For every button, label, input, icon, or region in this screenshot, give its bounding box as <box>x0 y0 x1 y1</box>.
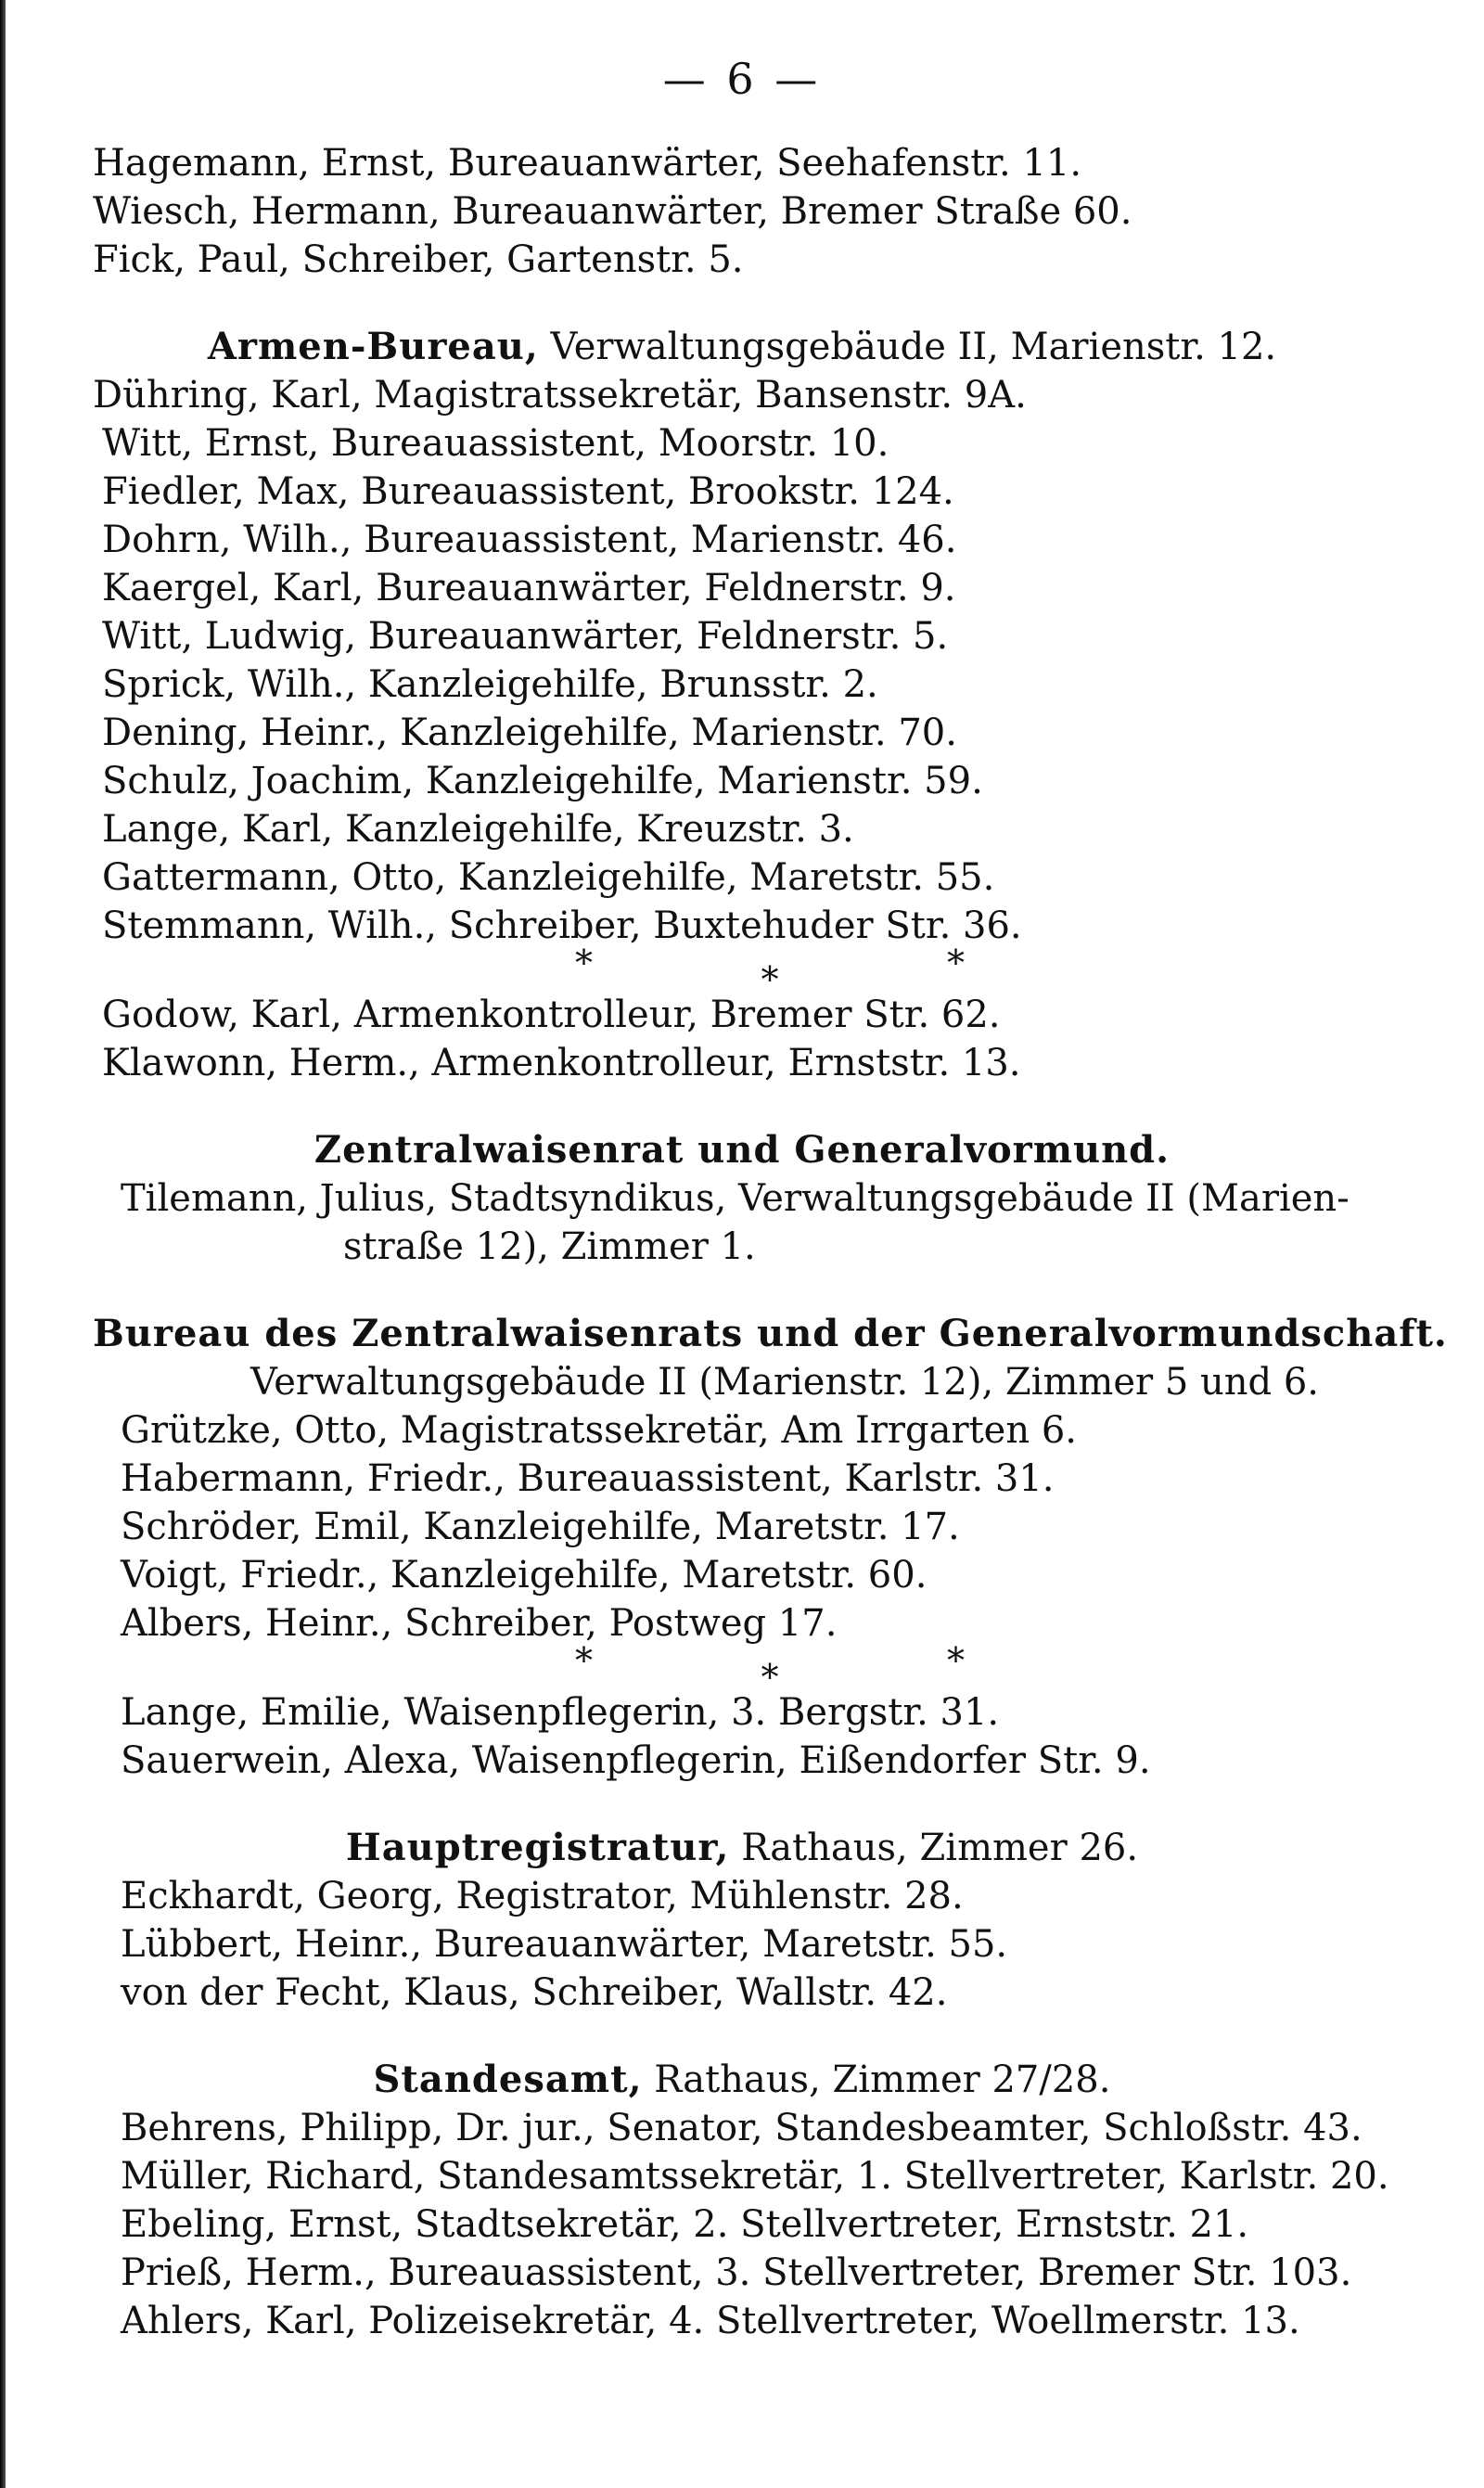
list-item: Lange, Karl, Kanzleigehilfe, Kreuzstr. 3. <box>102 808 854 851</box>
section-armen-bureau <box>93 323 1391 1087</box>
list-item: Sauerwein, Alexa, Waisenpflegerin, Eißendorfer Str. 9. <box>121 1739 1151 1782</box>
list-item: Prieß, Herm., Bureauassistent, 3. Stellvertreter, Bremer Str. 103. <box>121 2251 1352 2294</box>
list-item: Hagemann, Ernst, Bureauanwärter, Seehafenstr. 11. <box>93 142 1082 185</box>
list-item-continuation: straße 12), Zimmer 1. <box>343 1225 756 1268</box>
directory-content <box>93 139 1448 2345</box>
section-heading-bold: Standesamt, <box>373 2058 643 2101</box>
list-item: Gattermann, Otto, Kanzleigehilfe, Maretstr. 55. <box>102 856 995 899</box>
section-heading <box>93 2056 1391 2104</box>
separator-stars <box>575 943 965 1000</box>
list-item: Schröder, Emil, Kanzleigehilfe, Maretstr. 17. <box>121 1506 960 1548</box>
separator-stars <box>575 1640 965 1698</box>
list-item: Ebeling, Ernst, Stadtsekretär, 2. Stellvertreter, Ernststr. 21. <box>121 2203 1249 2246</box>
list-item: Witt, Ludwig, Bureauanwärter, Feldnerstr. 5. <box>102 615 949 658</box>
list-item: Fick, Paul, Schreiber, Gartenstr. 5. <box>93 238 744 281</box>
list-item: Lübbert, Heinr., Bureauanwärter, Maretstr. 55. <box>121 1923 1008 1966</box>
section-heading <box>93 1824 1391 1872</box>
list-item: Albers, Heinr., Schreiber, Postweg 17. <box>121 1602 838 1645</box>
list-item: Witt, Ernst, Bureauassistent, Moorstr. 10. <box>102 422 889 465</box>
star: * <box>575 1640 593 1681</box>
list-item: Schulz, Joachim, Kanzleigehilfe, Marienstr. 59. <box>102 760 983 802</box>
section-heading <box>93 323 1391 371</box>
star: * <box>947 943 965 983</box>
list-item: Kaergel, Karl, Bureauanwärter, Feldnerstr. 9. <box>102 567 956 609</box>
section-standesamt <box>93 2056 1391 2345</box>
list-item: Dening, Heinr., Kanzleigehilfe, Marienstr. 70. <box>102 712 957 754</box>
section-subheading: Verwaltungsgebäude II (Marienstr. 12), Zimmer 5 und 6. <box>250 1361 1319 1404</box>
list-item: Müller, Richard, Standesamtssekretär, 1. Stellvertreter, Karlstr. 20. <box>121 2155 1389 2198</box>
list-item: Klawonn, Herm., Armenkontrolleur, Ernststr. 13. <box>102 1042 1021 1084</box>
page-number: — 6 — <box>662 54 822 104</box>
section-heading-rest: Rathaus, Zimmer 26. <box>729 1827 1139 1869</box>
section-bureau-zentralwaisenrat <box>93 1310 1448 1785</box>
section-heading-rest: Verwaltungsgebäude II, Marienstr. 12. <box>538 326 1277 368</box>
list-item: Lange, Emilie, Waisenpflegerin, 3. Bergstr. 31. <box>121 1691 1000 1734</box>
section-zentralwaisenrat <box>93 1126 1391 1271</box>
section-heading-bold: Zentralwaisenrat und Generalvormund. <box>313 1128 1171 1172</box>
section-heading-bold: Armen-Bureau, <box>207 325 539 368</box>
list-item: Voigt, Friedr., Kanzleigehilfe, Maretstr. 60. <box>121 1554 928 1597</box>
section-heading-rest: Rathaus, Zimmer 27/28. <box>642 2058 1111 2101</box>
star: * <box>761 1657 779 1698</box>
list-item: Stemmann, Wilh., Schreiber, Buxtehuder Str. 36. <box>102 904 1022 947</box>
list-item: Wiesch, Hermann, Bureauanwärter, Bremer Straße 60. <box>93 190 1132 233</box>
list-item: Ahlers, Karl, Polizeisekretär, 4. Stellvertreter, Woellmerstr. 13. <box>121 2300 1300 2342</box>
section-heading-bold: Hauptregistratur, <box>345 1826 730 1869</box>
list-item: von der Fecht, Klaus, Schreiber, Wallstr. 42. <box>121 1971 948 2014</box>
section-heading <box>93 1126 1391 1174</box>
list-item: Tilemann, Julius, Stadtsyndikus, Verwaltungsgebäude II (Marien- <box>121 1177 1350 1220</box>
list-item: Behrens, Philipp, Dr. jur., Senator, Standesbeamter, Schloßstr. 43. <box>121 2107 1362 2149</box>
star: * <box>575 943 593 983</box>
list-item: Dühring, Karl, Magistratssekretär, Bansenstr. 9A. <box>93 374 1027 417</box>
section-heading <box>93 1310 1448 1358</box>
list-item: Godow, Karl, Armenkontrolleur, Bremer Str. 62. <box>102 994 1001 1036</box>
list-item: Grützke, Otto, Magistratssekretär, Am Irrgarten 6. <box>121 1409 1077 1452</box>
section-hauptregistratur <box>93 1824 1391 2017</box>
list-item: Dohrn, Wilh., Bureauassistent, Marienstr. 46. <box>102 519 957 561</box>
star: * <box>947 1640 965 1681</box>
section-heading-bold: Bureau des Zentralwaisenrats und der Generalvormundschaft. <box>93 1312 1448 1355</box>
list-item: Sprick, Wilh., Kanzleigehilfe, Brunsstr. 2. <box>102 663 878 706</box>
scan-edge <box>0 0 6 2488</box>
section-top <box>93 139 1391 284</box>
list-item: Fiedler, Max, Bureauassistent, Brookstr. 124. <box>102 470 954 513</box>
list-item: Habermann, Friedr., Bureauassistent, Karlstr. 31. <box>121 1457 1055 1500</box>
star: * <box>761 959 779 1000</box>
list-item: Eckhardt, Georg, Registrator, Mühlenstr. 28. <box>121 1875 964 1917</box>
